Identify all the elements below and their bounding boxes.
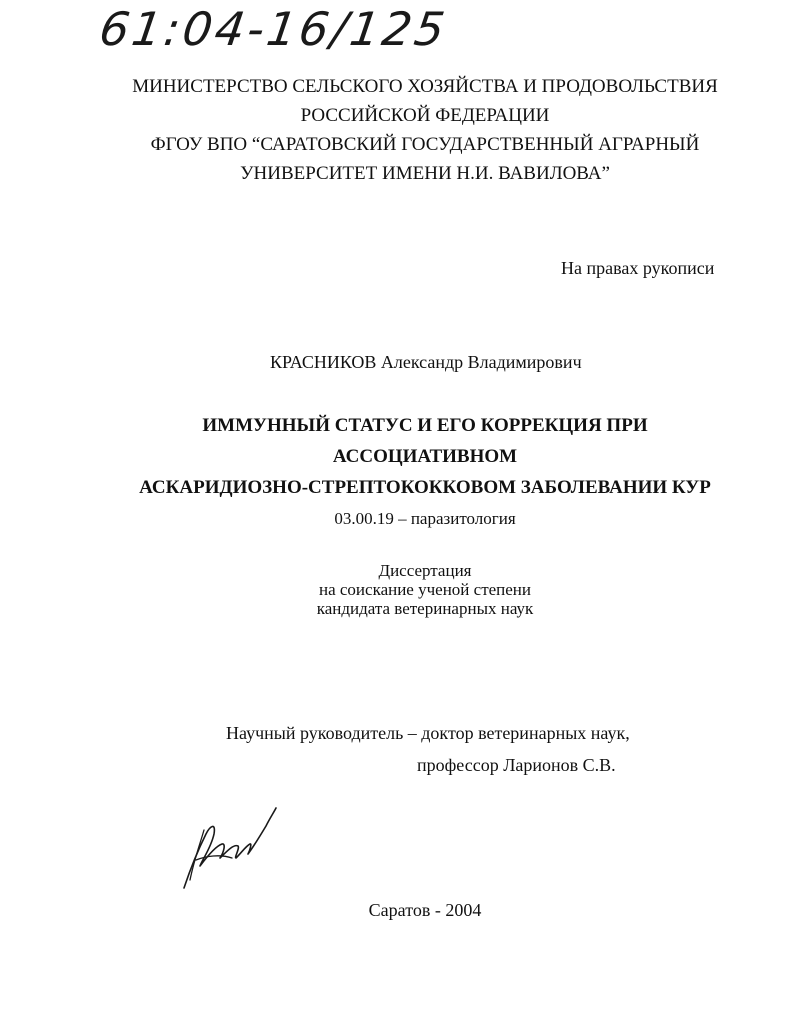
- title-line-2: АССОЦИАТИВНОМ: [332, 446, 518, 467]
- dissertation-title: [0, 410, 795, 503]
- specialty-code: 03.00.19 – паразитология: [334, 509, 516, 528]
- ministry-line-4: УНИВЕРСИТЕТ ИМЕНИ Н.И. ВАВИЛОВА”: [240, 163, 610, 184]
- supervisor-label: Научный руководитель – доктор ветеринарных наук,: [226, 723, 630, 743]
- handwritten-signature: [176, 800, 286, 895]
- supervisor-name: профессор Ларионов С.В.: [417, 755, 616, 775]
- author-name: КРАСНИКОВ Александр Владимирович: [270, 352, 582, 372]
- ministry-line-3: ФГОУ ВПО “САРАТОВСКИЙ ГОСУДАРСТВЕННЫЙ АГРАРНЫЙ: [150, 134, 700, 155]
- title-line-3: АСКАРИДИОЗНО-СТРЕПТОКОККОВОМ ЗАБОЛЕВАНИИ КУР: [139, 477, 711, 498]
- dissertation-line-3: кандидата ветеринарных наук: [316, 599, 534, 618]
- ministry-line-1: МИНИСТЕРСТВО СЕЛЬСКОГО ХОЗЯЙСТВА И ПРОДОВОЛЬСТВИЯ: [132, 76, 718, 97]
- dissertation-line-1: Диссертация: [378, 561, 472, 580]
- title-line-1: ИММУННЫЙ СТАТУС И ЕГО КОРРЕКЦИЯ ПРИ: [202, 415, 648, 436]
- archive-code-handwritten: 61:04-16/125: [96, 2, 451, 56]
- manuscript-rights: На правах рукописи: [561, 258, 715, 278]
- dissertation-type: [0, 561, 795, 618]
- ministry-line-2: РОССИЙСКОЙ ФЕДЕРАЦИИ: [300, 105, 550, 126]
- dissertation-line-2: на соискание ученой степени: [318, 580, 532, 599]
- city-year: Саратов - 2004: [368, 900, 482, 920]
- ministry-header: [0, 72, 795, 188]
